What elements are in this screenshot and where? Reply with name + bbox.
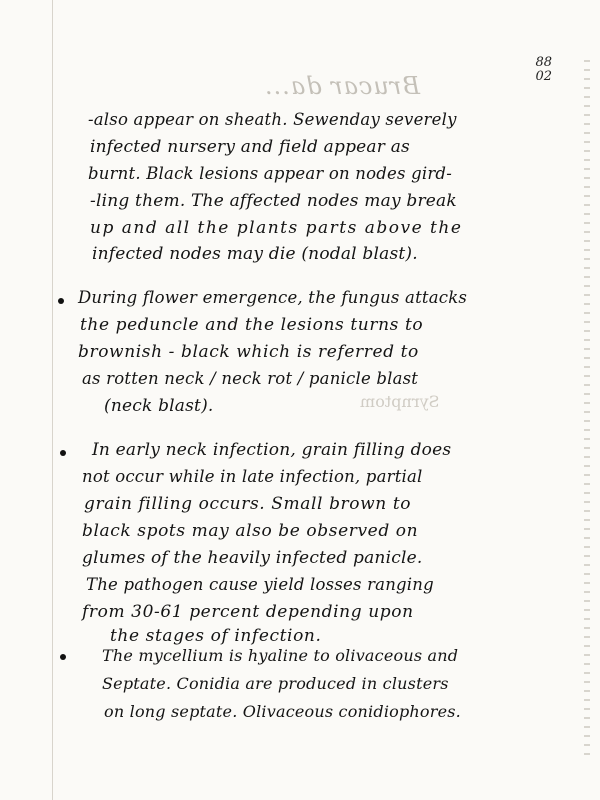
paragraph-3-line-6: The pathogen cause yield losses ranging: [86, 575, 434, 594]
page-number: [535, 56, 552, 84]
bleed-through-mid: Syrnptom: [360, 392, 440, 411]
paragraph-1-line-1: -also appear on sheath. Sewenday severely: [88, 110, 457, 129]
paragraph-4-line-1: The mycellium is hyaline to olivaceous and: [102, 646, 459, 665]
paragraph-4-line-3: on long septate. Olivaceous conidiophores.: [104, 702, 461, 721]
paragraph-3-line-3: grain filling occurs. Small brown to: [84, 494, 412, 514]
paragraph-2-line-3: brownish - black which is referred to: [78, 342, 419, 362]
paragraph-2-line-5: (neck blast).: [104, 396, 214, 416]
paragraph-2-line-4: as rotten neck / neck rot / panicle blast: [82, 369, 419, 388]
paragraph-3-line-7: from 30-61 percent depending upon: [82, 602, 414, 622]
paragraph-3-line-5: glumes of the heavily infected panicle.: [82, 548, 423, 568]
paragraph-4: [102, 646, 582, 736]
paragraph-2-line-2: the peduncle and the lesions turns to: [80, 315, 424, 335]
bullet-paragraph-4: [60, 654, 66, 660]
bleed-through-header: Brucar da...: [264, 72, 420, 100]
bullet-paragraph-2: [58, 298, 64, 304]
paragraph-4-line-2: Septate. Conidia are produced in clusters: [102, 674, 449, 693]
paragraph-1-line-6: infected nodes may die (nodal blast).: [92, 244, 418, 264]
paragraph-2: [78, 288, 588, 428]
paragraph-3-line-8: the stages of infection.: [110, 626, 322, 646]
page-number-bottom: 02: [535, 69, 552, 84]
paragraph-2-line-1: During flower emergence, the fungus attacks: [78, 288, 468, 307]
bullet-paragraph-3: [60, 450, 66, 456]
paragraph-1-line-3: burnt. Black lesions appear on nodes gird-: [88, 164, 452, 183]
page-number-top: 88: [535, 55, 552, 70]
paragraph-1-line-5: up and all the plants parts above the: [90, 218, 463, 238]
paragraph-1: [88, 110, 588, 270]
margin-rule: [52, 0, 53, 800]
paragraph-1-line-4: -ling them. The affected nodes may break: [90, 191, 457, 211]
paragraph-3-line-1: In early neck infection, grain filling does: [92, 440, 452, 460]
paragraph-3-line-4: black spots may also be observed on: [82, 521, 419, 541]
paragraph-3: [82, 440, 592, 660]
paragraph-1-line-2: infected nursery and field appear as: [90, 137, 410, 157]
paragraph-3-line-2: not occur while in late infection, partial: [82, 467, 423, 486]
